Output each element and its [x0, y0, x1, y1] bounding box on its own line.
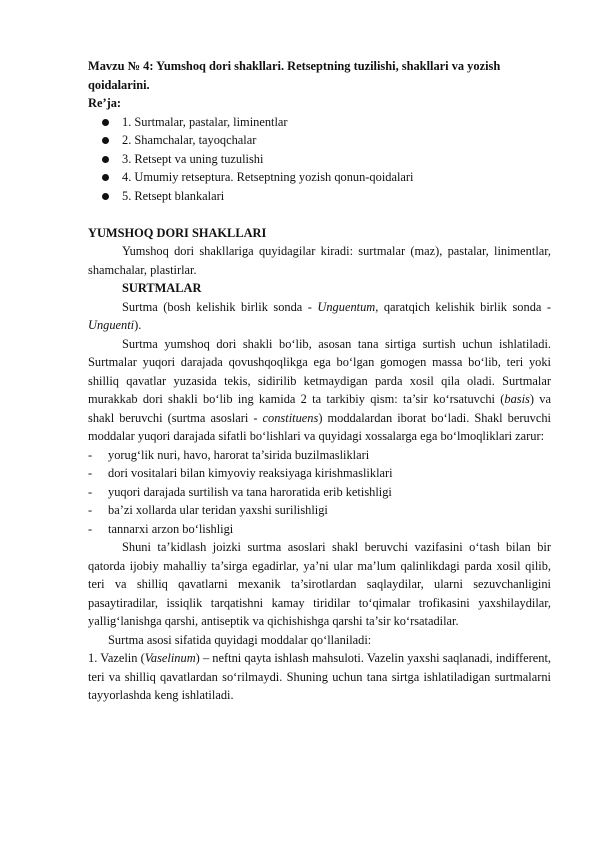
section-heading: YUMSHOQ DORI SHAKLLARI — [88, 225, 267, 240]
latin-term: basis — [504, 392, 530, 406]
plan-label: Re’ja: — [88, 96, 122, 110]
list-item: - dori vositalari bilan kimyoviy reaksiyaga kirishmasliklari — [88, 464, 551, 483]
latin-term: Unguentum — [317, 299, 376, 314]
latin-term: Unguenti — [88, 318, 135, 332]
page-title: Mavzu № 4: Yumshoq dori shakllari. Retseptning tuzilishi, shakllari va yozish qoidalarini. — [88, 59, 501, 92]
body-paragraph: Surtma asosi sifatida quyidagi moddalar qo‘llaniladi: — [108, 632, 372, 647]
dash-marker: - — [88, 466, 93, 480]
list-item: - ba’zi xollarda ular teridan yaxshi surilishligi — [88, 501, 551, 520]
plan-item: 3. Retsept va uning tuzulishi — [88, 150, 551, 169]
bullet-icon — [102, 193, 109, 200]
intro-paragraph: Yumshoq dori shakllariga quyidagilar kiradi: surtmalar (maz), pastalar, linimentlar, shamchalar, plastirlar. — [88, 244, 551, 277]
body-paragraph: Surtma yumshoq dori shakli bo‘lib, asosan tana sirtiga surtish uchun ishlatiladi. Surtmalar yuqori darajada qovushqoqlikga ega bo‘lgan gomogen massa bo‘lib, teri yoki shilliq qavatlar yuzasida tekis, sidirilib ketmaydigan parda xosil qila oladi. Surtmalar murakkab dori shakli bo‘lib ing kamida 2 ta tarkibiy qism: ta’sir ko‘rsatuvchi (basis) va shakl beruvchi (surtma asoslari - constituens) moddalardan iborat bo‘ladi. Shakl beruvchi moddalar yuqori darajada sifatli bo‘lishlari va quyidagi xossalarga ega bo‘lmoqliklari zarur: — [88, 336, 551, 443]
dash-marker: - — [88, 521, 93, 536]
plan-item: 4. Umumiy retseptura. Retseptning yozish qonun-qoidalari — [88, 168, 551, 187]
dash-marker: - — [88, 484, 93, 499]
subsection-heading: SURTMALAR — [122, 281, 202, 295]
list-item: - tannarxi arzon bo‘lishligi — [88, 520, 551, 539]
document-page — [88, 57, 551, 705]
blank-line — [88, 205, 551, 224]
bullet-icon — [102, 137, 109, 144]
list-item: - yuqori darajada surtilish va tana haroratida erib ketishligi — [88, 483, 551, 502]
bullet-icon — [102, 119, 109, 126]
bullet-icon — [102, 156, 109, 163]
plan-item: 2. Shamchalar, tayoqchalar — [88, 131, 551, 150]
plan-item: 1. Surtmalar, pastalar, liminentlar — [88, 113, 551, 132]
bullet-icon — [102, 174, 109, 181]
dash-marker: - — [88, 447, 93, 462]
requirements-list — [88, 446, 551, 539]
latin-term: Vaselinum — [144, 651, 196, 665]
dash-marker: - — [88, 503, 93, 517]
plan-item: 5. Retsept blankalari — [88, 187, 551, 206]
numbered-item: 1. Vazelin (Vaselinum) – neftni qayta ishlash mahsuloti. Vazelin yaxshi saqlanadi, indifferent, teri va shilliq qavatlardan so‘rilmaydi. Shuning uchun tana sirtga ishlatiladigan surtmalarni tayyorlashda keng ishlatiladi. — [88, 651, 551, 702]
list-item: - yorug‘lik nuri, havo, harorat ta’sirida buzilmasliklari — [88, 446, 551, 465]
body-paragraph: Shuni ta’kidlash joizki surtma asoslari shakl beruvchi vazifasini o‘tash bilan bir qatorda ijobiy mahalliy ta’sirga egadirlar, ya’ni ular ma’lum qalinlikdagi parda xosil qilib, teri va shilliq qavatlarni mexanik ta’sirotlardan saqlaydilar, ularni sezuvchanligini pasaytiradilar, issiqlik tarqatishni kamay tiridilar to‘qimalar trofikasini yaxshilaydilar, yallig‘lanishga qarshi, antiseptik va qichishishga qarshi ta’sir ko‘rsatadilar. — [88, 540, 551, 628]
latin-term: constituens — [262, 410, 319, 425]
definition-paragraph: Surtma (bosh kelishik birlik sonda - Unguentum, qaratqich kelishik birlik sonda - Unguenti). — [88, 299, 552, 332]
plan-list — [88, 113, 551, 206]
